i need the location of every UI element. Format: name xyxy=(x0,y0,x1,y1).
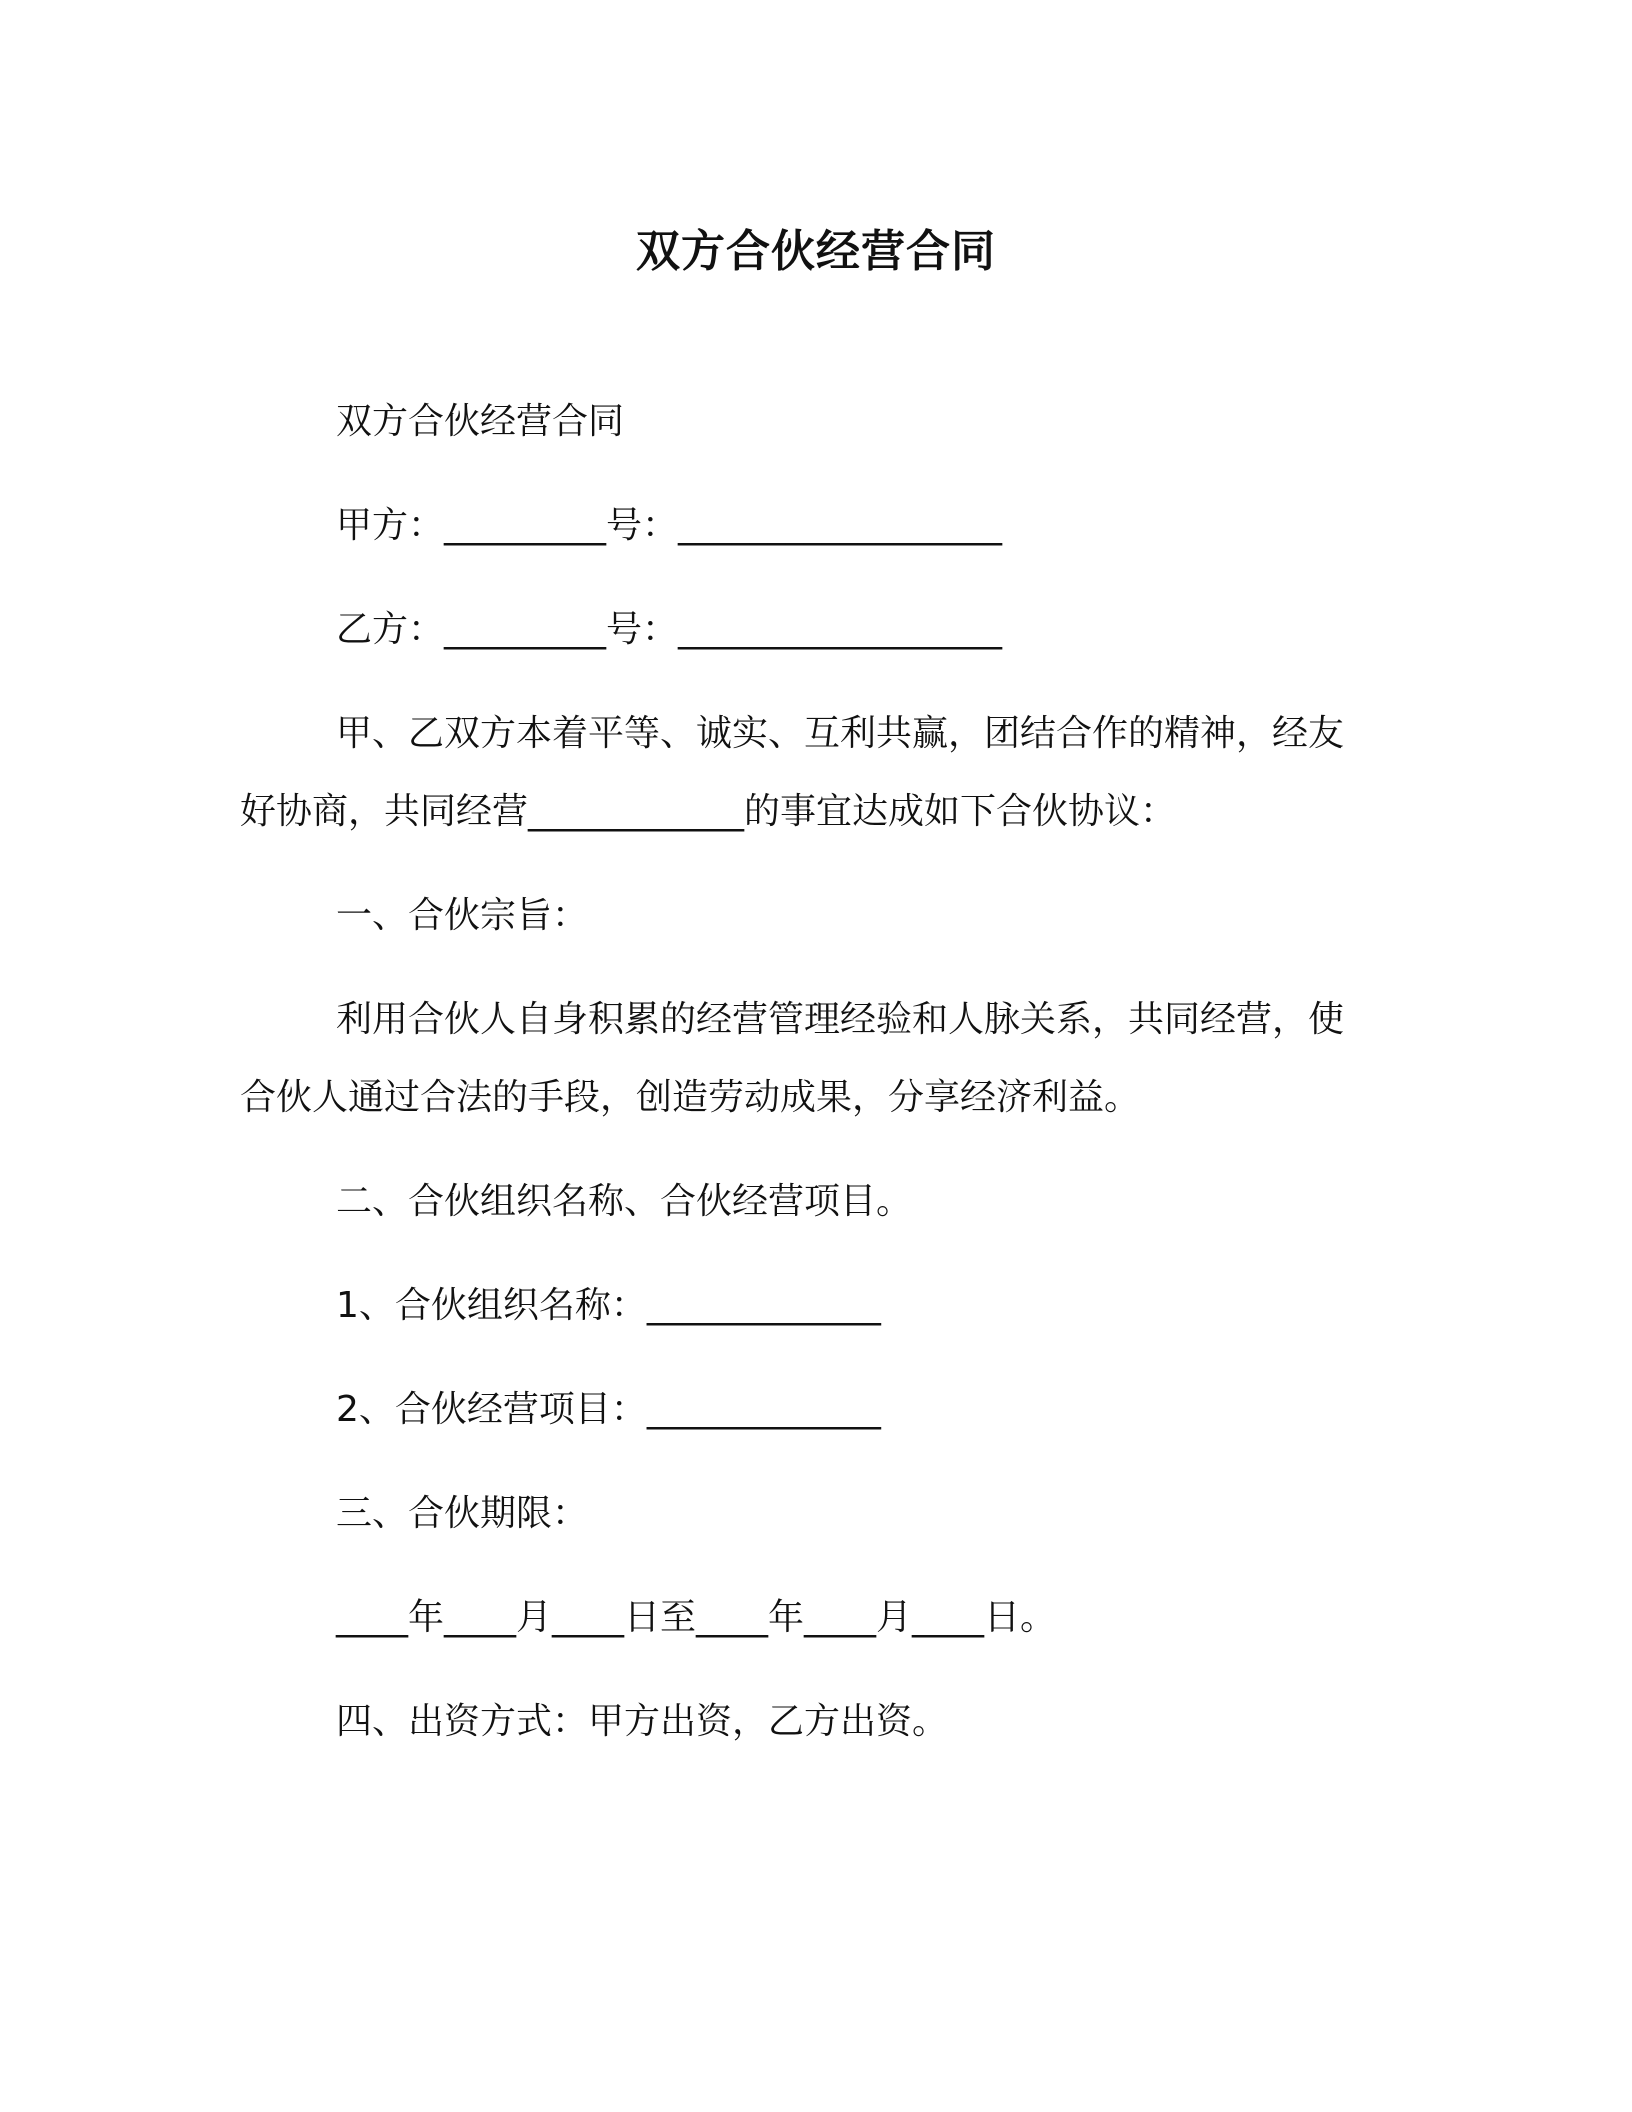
section-3-body: ____年____月____日至____年____月____日。 xyxy=(336,1597,1056,1638)
party-b-line: 乙方：_________号：__________________ xyxy=(336,609,1003,650)
section-1-heading: 一、合伙宗旨： xyxy=(336,895,589,936)
intro-paragraph-line-1: 甲、乙双方本着平等、诚实、互利共赢，团结合作的精神，经友 xyxy=(336,713,1345,754)
section-2-heading: 二、合伙组织名称、合伙经营项目。 xyxy=(336,1181,913,1222)
intro-paragraph-line-2: 好协商，共同经营____________的事宜达成如下合伙协议： xyxy=(240,791,1177,832)
section-4-heading: 四、出资方式：甲方出资，乙方出资。 xyxy=(336,1701,949,1742)
party-a-line: 甲方：_________号：__________________ xyxy=(336,505,1003,546)
section-2-item-2: 2、合伙经营项目：_____________ xyxy=(336,1389,881,1430)
section-1-body-line-1: 利用合伙人自身积累的经营管理经验和人脉关系，共同经营，使 xyxy=(336,999,1345,1040)
section-3-heading: 三、合伙期限： xyxy=(336,1493,589,1534)
section-1-body-line-2: 合伙人通过合法的手段，创造劳动成果，分享经济利益。 xyxy=(240,1077,1141,1118)
subtitle: 双方合伙经营合同 xyxy=(336,401,625,442)
section-2-item-1: 1、合伙组织名称：_____________ xyxy=(336,1285,881,1326)
document-title: 双方合伙经营合同 xyxy=(636,226,996,277)
